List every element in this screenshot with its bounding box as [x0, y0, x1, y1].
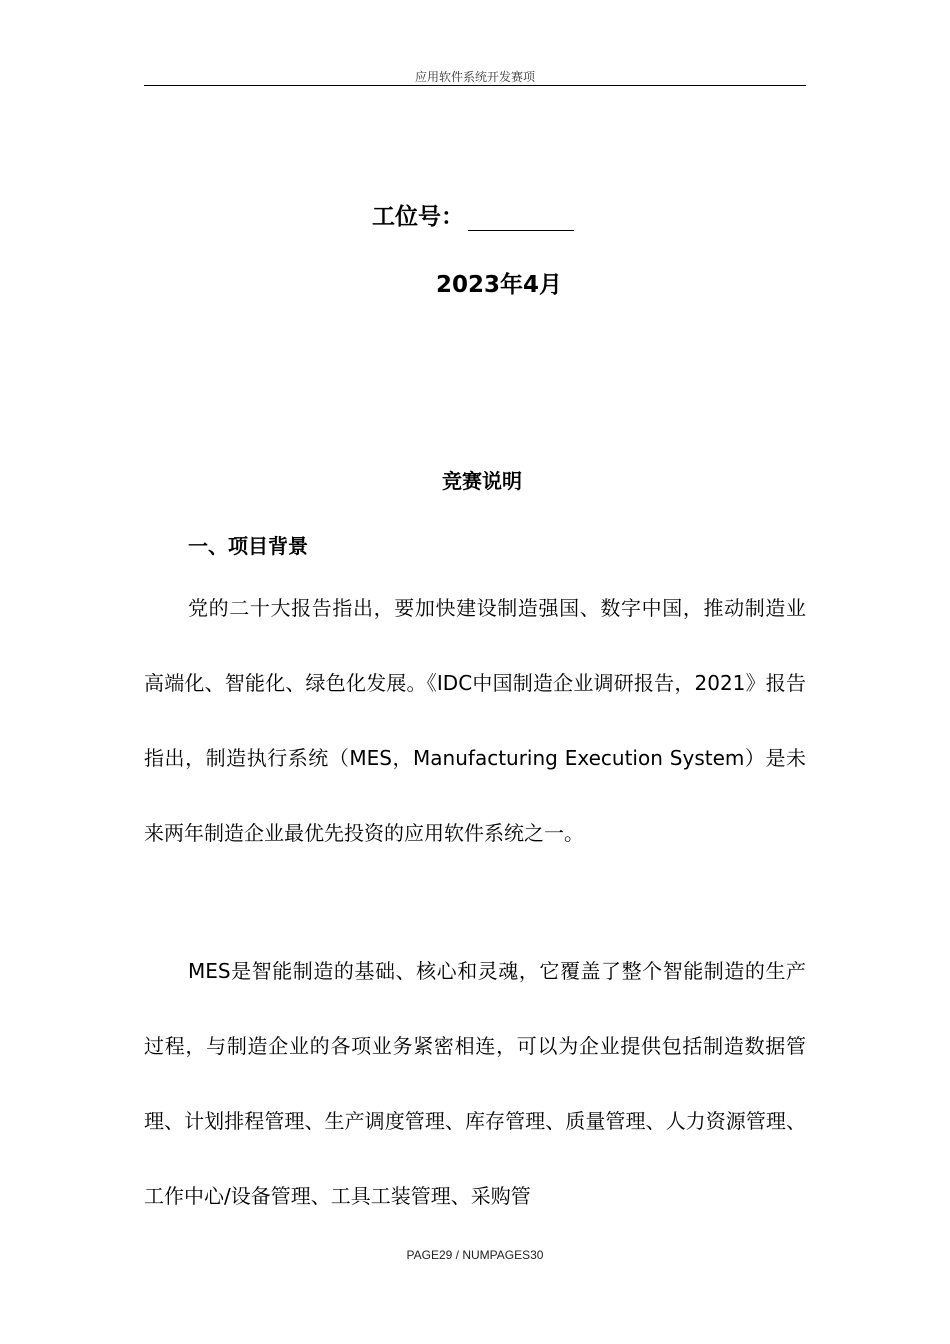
employee-number-label: 工位号：	[372, 204, 464, 230]
header-divider	[144, 85, 806, 86]
page-number-field: PAGE29 / NUMPAGES30	[406, 1248, 544, 1262]
body-paragraph: 党的二十大报告指出，要加快建设制造强国、数字中国，推动制造业高端化、智能化、绿色化发展。《IDC中国制造企业调研报告，2021》报告指出，制造执行系统（MES，Manufacturing Execution System）是未来两年制造企业最优先投资的应用软件系统之一。	[144, 596, 806, 845]
section-title: 竞赛说明	[442, 469, 522, 493]
document-date: 2023年4月	[436, 272, 563, 298]
heading-project-background: 一、项目背景	[188, 534, 308, 558]
employee-number-blank	[468, 204, 574, 231]
body-paragraph: MES是智能制造的基础、核心和灵魂，它覆盖了整个智能制造的生产过程，与制造企业的各项业务紧密相连，可以为企业提供包括制造数据管理、计划排程管理、生产调度管理、库存管理、质量管理、人力资源管理、工作中心/设备管理、工具工装管理、采购管	[144, 959, 806, 1208]
employee-number-line	[372, 198, 574, 231]
page-header-title: 应用软件系统开发赛项	[414, 70, 535, 84]
